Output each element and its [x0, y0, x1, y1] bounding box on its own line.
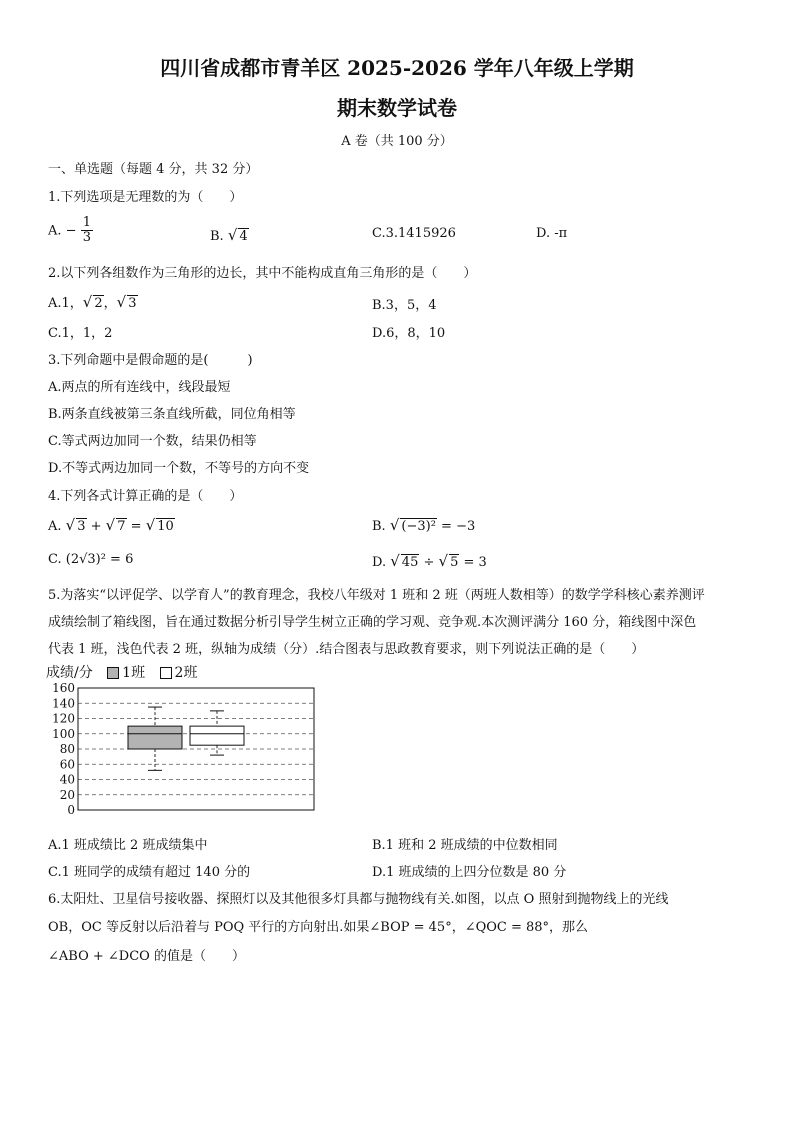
legend-label-class-1: 1班 [122, 665, 146, 681]
sqrt-icon: √ [227, 226, 238, 244]
q4-option-d [372, 552, 487, 570]
q6-line-1: 6.太阳灶、卫星信号接收器、探照灯以及其他很多灯具都与抛物线有关.如图，以点 O 照射到抛物线上的光线 [48, 892, 669, 907]
q5-option-d: D.1 班成绩的上四分位数是 80 分 [372, 865, 567, 880]
y-tick-label: 20 [59, 787, 75, 802]
q4-option-a [48, 516, 175, 534]
sqrt-icon: √ [65, 516, 76, 534]
q2-option-d: D.6，8，10 [372, 326, 446, 341]
q3-option-a: A.两点的所有连线中，线段最短 [48, 380, 231, 395]
q1-a-numerator: 1 [82, 215, 91, 230]
q4-a-r1: 3 [77, 519, 86, 534]
title-line-2: 期末数学试卷 [337, 96, 457, 120]
q2-a-radicand-2: 3 [128, 296, 137, 311]
q3-option-b: B.两条直线被第三条直线所截，同位角相等 [48, 407, 296, 422]
box-1 [128, 726, 182, 749]
q1-option-d: D. -π [536, 226, 568, 241]
q5-stem-line-2: 成绩绘制了箱线图，旨在通过数据分析引导学生树立正确的学习观、竞争观.本次测评满分 160 分，箱线图中深色 [48, 615, 697, 630]
q4-a-eq: = [126, 519, 146, 534]
q4-option-c: C. (2√3)² = 6 [48, 552, 134, 567]
part-1-heading: 一、单选题（每题 4 分，共 32 分） [48, 162, 259, 177]
q3-option-d: D.不等式两边加同一个数，不等号的方向不变 [48, 461, 310, 476]
q1-option-b [210, 226, 249, 244]
q1-option-a [48, 216, 93, 246]
legend-label-class-2: 2班 [174, 665, 198, 681]
q5-option-a: A.1 班成绩比 2 班成绩集中 [48, 838, 208, 853]
y-tick-label: 80 [59, 742, 75, 756]
sqrt-icon: √ [116, 293, 127, 311]
q1-a-prefix: A. − [48, 223, 77, 239]
q5-option-c: C.1 班同学的成绩有超过 140 分的 [48, 865, 251, 880]
q2-stem: 2.以下列各组数作为三角形的边长，其中不能构成直角三角形的是（ ） [48, 266, 477, 281]
q1-b-radicand: 4 [239, 229, 248, 244]
q4-option-b [372, 516, 475, 534]
q3-stem: 3.下列命题中是假命题的是( ) [48, 353, 253, 368]
q4-a-plus: + [86, 519, 106, 534]
q4-b-radicand: (−3)² [401, 519, 436, 534]
sqrt-icon: √ [438, 552, 449, 570]
y-tick-label: 100 [52, 726, 75, 741]
q2-a-sep: ， [103, 296, 117, 311]
y-tick-label: 40 [59, 772, 75, 787]
q4-d-r1: 45 [401, 555, 419, 570]
q4-a-prefix: A. [48, 519, 66, 534]
section-a-label: A 卷（共 100 分） [341, 134, 453, 149]
q4-a-r3: 10 [157, 519, 174, 534]
q4-d-r2: 5 [450, 555, 459, 570]
q1-stem: 1.下列选项是无理数的为（ ） [48, 190, 243, 205]
y-tick-label: 0 [67, 803, 75, 817]
y-tick-label: 120 [52, 711, 75, 726]
q6-line-2: OB，OC 等反射以后沿着与 POQ 平行的方向射出.如果∠BOP = 45°，∠QOC = 88°，那么 [48, 920, 589, 935]
q2-option-a [48, 292, 138, 311]
box-2 [190, 726, 244, 745]
q1-option-c: C.3.1415926 [372, 226, 456, 241]
q1-b-prefix: B. [210, 229, 228, 244]
y-tick-label: 140 [52, 696, 75, 711]
chart-ylabel: 成绩/分 [46, 665, 93, 681]
q5-boxplot-chart [46, 660, 326, 820]
sqrt-icon: √ [82, 293, 93, 311]
q5-stem-line-1: 5.为落实“以评促学、以学育人”的教育理念，我校八年级对 1 班和 2 班（两班人数相等）的数学学科核心素养测评 [48, 588, 705, 603]
sqrt-icon: √ [105, 516, 116, 534]
y-tick-label: 160 [52, 681, 75, 695]
q4-a-r2: 7 [117, 519, 126, 534]
q6-line-3: ∠ABO + ∠DCO 的值是（ ） [48, 949, 245, 964]
q4-b-prefix: B. [372, 519, 390, 534]
q5-stem-line-3: 代表 1 班，浅色代表 2 班，纵轴为成绩（分）.结合图表与思政教育要求，则下列说法正确的是（ ） [48, 642, 645, 657]
q2-option-c: C.1，1，2 [48, 326, 113, 341]
q1-a-fraction [81, 216, 93, 246]
sqrt-icon: √ [390, 552, 400, 570]
title-line-1: 四川省成都市青羊区 2025-2026 学年八年级上学期 [160, 56, 634, 80]
q4-b-eq: = −3 [436, 519, 476, 534]
sqrt-icon: √ [389, 516, 400, 534]
sqrt-icon: √ [145, 516, 156, 534]
q5-option-b: B.1 班和 2 班成绩的中位数相同 [372, 838, 558, 853]
q2-option-b: B.3，5，4 [372, 298, 437, 313]
q4-d-eq: = 3 [459, 555, 487, 570]
q2-a-prefix: A.1， [48, 296, 83, 311]
q4-d-div: ÷ [419, 555, 439, 570]
q4-d-prefix: D. [372, 555, 391, 570]
boxplot-svg [46, 660, 326, 820]
q3-option-c: C.等式两边加同一个数，结果仍相等 [48, 434, 257, 449]
y-tick-label: 60 [59, 757, 75, 772]
q1-a-denominator: 3 [82, 230, 91, 246]
q4-stem: 4.下列各式计算正确的是（ ） [48, 489, 243, 504]
q2-a-radicand-1: 2 [94, 296, 103, 311]
